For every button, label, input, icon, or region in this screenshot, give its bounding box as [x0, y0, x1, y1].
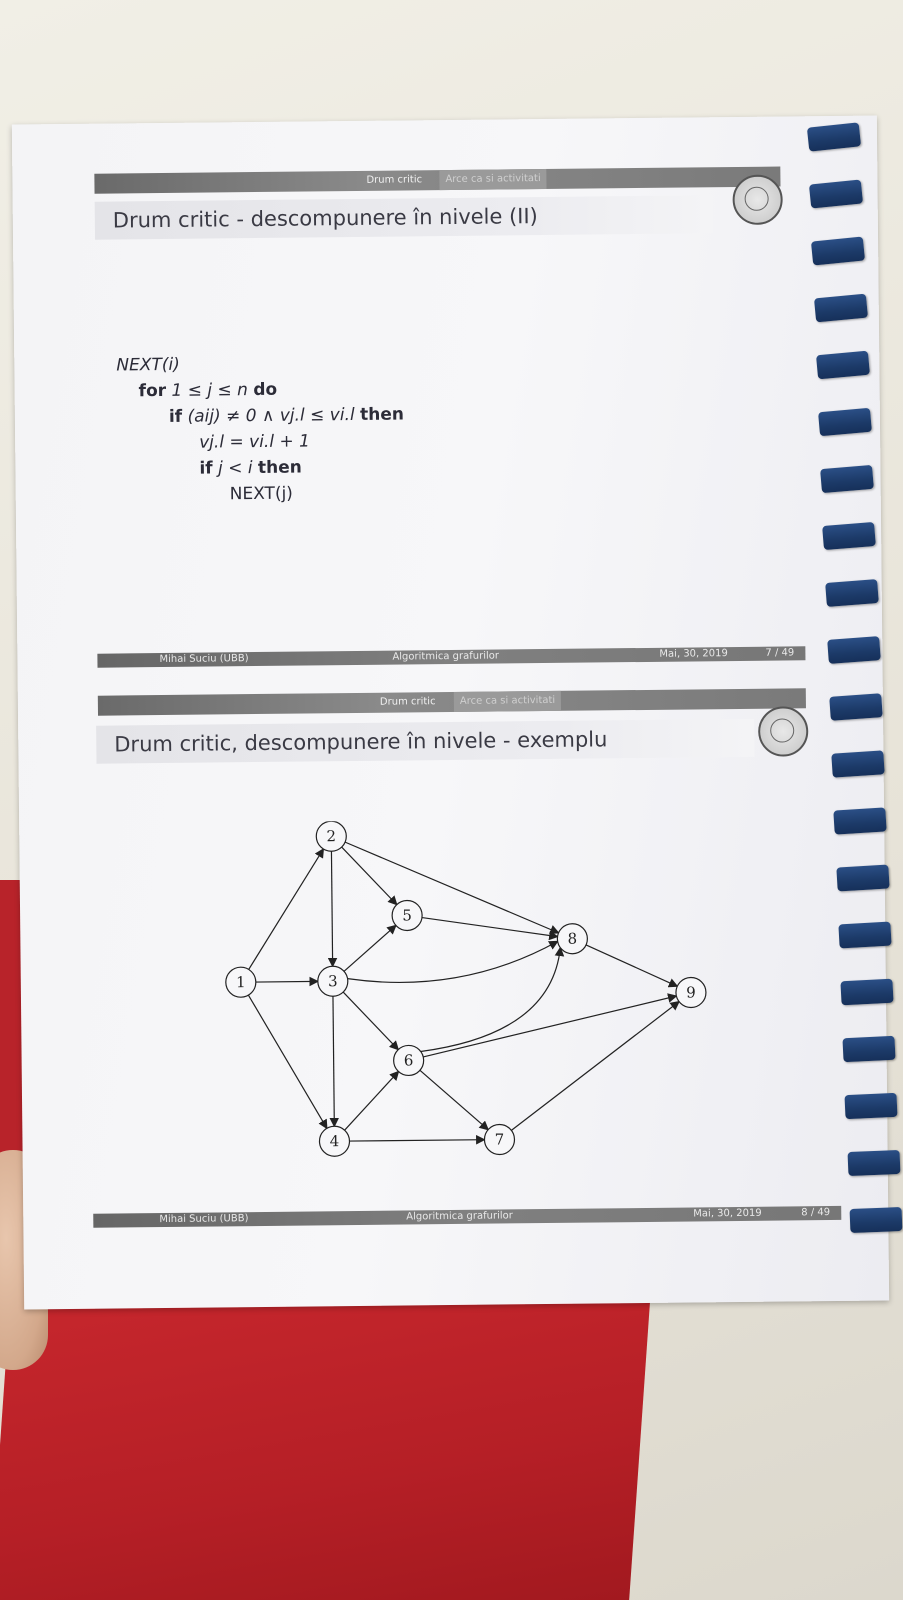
slide2-section: Drum critic — [379, 696, 436, 708]
printed-page — [12, 116, 889, 1310]
binding-ring — [820, 465, 874, 493]
binding-ring — [847, 1150, 900, 1176]
kw-for: for — [138, 380, 167, 402]
slide-1 — [12, 117, 795, 685]
slide1-section: Drum critic — [366, 174, 423, 186]
slide2-footer-date: Mai, 30, 2019 — [693, 1207, 762, 1220]
slide2-footer-page: 8 / 49 — [801, 1207, 831, 1219]
binding-ring — [823, 522, 877, 550]
slide2-title: Drum critic, descompunere în nivele - exemplu — [96, 719, 754, 764]
graph-edge-1-3 — [256, 981, 318, 982]
binding-ring — [836, 864, 889, 891]
graph-node-label-1: 1 — [235, 973, 246, 992]
graph-edge-6-7 — [420, 1070, 488, 1131]
if2-expr: j < i — [217, 458, 253, 479]
binding-ring — [825, 579, 879, 607]
graph-edge-6-9 — [423, 996, 677, 1057]
slide2-footer-author: Mihai Suciu (UBB) — [159, 1213, 249, 1226]
kw-do: do — [253, 379, 278, 401]
graph-edge-7-9 — [510, 1002, 680, 1131]
binding-ring — [811, 237, 865, 266]
binding-ring — [831, 750, 884, 777]
kw-then-2: then — [257, 457, 302, 479]
graph-edge-1-4 — [248, 994, 326, 1129]
graph-edge-1-2 — [247, 849, 324, 969]
slide1-footer-date: Mai, 30, 2019 — [659, 648, 728, 660]
graph-edges — [247, 839, 681, 1142]
graph-node-label-2: 2 — [326, 827, 337, 846]
slide2-subsection: Arce ca si activitati — [454, 691, 562, 712]
binding-ring — [843, 1036, 896, 1063]
binding-ring — [838, 922, 891, 949]
graph-nodes — [224, 817, 707, 1157]
code-line-next: NEXT(i) — [116, 354, 180, 376]
code-line-assign: vj.l = vi.l + 1 — [199, 431, 311, 453]
slide2-footer-course: Algoritmica grafurilor — [406, 1210, 513, 1223]
binding-ring — [827, 636, 881, 664]
binding-ring — [845, 1093, 898, 1119]
slide1-title: Drum critic - descompunere în nivele (II) — [95, 195, 713, 239]
binding-ring — [849, 1207, 902, 1233]
graph-node-label-7: 7 — [494, 1130, 505, 1149]
binding-ring — [814, 294, 868, 323]
slide2-footer-bar — [93, 1206, 841, 1228]
graph-node-label-6: 6 — [403, 1051, 414, 1070]
code-line-recursive: NEXT(j) — [229, 483, 293, 505]
slide1-footer-bar — [97, 646, 805, 667]
binding-ring — [840, 979, 893, 1006]
for-expr: 1 ≤ j ≤ n — [171, 380, 249, 401]
pseudocode-block — [116, 351, 518, 515]
graph-edge-6-8 — [420, 948, 562, 1052]
slide1-footer-course: Algoritmica grafurilor — [392, 650, 500, 663]
kw-then: then — [359, 404, 405, 425]
graph-node-label-5: 5 — [402, 906, 412, 925]
code-line-if2 — [199, 458, 302, 479]
slide1-footer-page: 7 / 49 — [765, 647, 795, 659]
graph-node-label-8: 8 — [567, 929, 578, 948]
graph-edge-4-7 — [349, 1140, 484, 1141]
university-seal-logo — [732, 174, 783, 225]
code-line-for — [139, 380, 278, 401]
graph-edge-3-4 — [333, 996, 334, 1126]
graph-diagram — [199, 817, 723, 1192]
slide1-subsection: Arce ca si activitati — [439, 169, 547, 190]
graph-edge-3-5 — [344, 925, 397, 971]
code-line-if1 — [169, 404, 404, 426]
graph-edge-5-8 — [422, 916, 558, 938]
kw-if: if — [168, 406, 183, 427]
slide2-header-bar — [98, 688, 806, 715]
graph-edge-2-5 — [342, 847, 397, 906]
red-tablecloth — [0, 1290, 651, 1600]
slide1-footer-author: Mihai Suciu (UBB) — [159, 653, 249, 666]
graph-edge-2-3 — [331, 851, 332, 966]
graph-edge-3-6 — [343, 992, 398, 1051]
university-seal-logo-2 — [758, 706, 809, 757]
binding-ring — [834, 807, 887, 834]
binding-ring — [816, 351, 870, 380]
graph-edge-4-6 — [344, 1072, 399, 1131]
slide1-header-bar — [94, 167, 780, 194]
graph-edge-2-8 — [345, 840, 558, 935]
if-expr: (aij) ≠ 0 ∧ vj.l ≤ vi.l — [187, 404, 355, 427]
binding-ring — [818, 408, 872, 436]
graph-node-label-4: 4 — [329, 1132, 340, 1151]
kw-if-2: if — [199, 458, 213, 479]
graph-edge-8-9 — [586, 944, 677, 987]
binding-ring — [829, 693, 883, 721]
graph-edge-3-8 — [347, 941, 558, 983]
graph-node-label-3: 3 — [327, 972, 338, 991]
graph-node-label-9: 9 — [686, 983, 696, 1002]
slide-2 — [18, 677, 831, 1285]
